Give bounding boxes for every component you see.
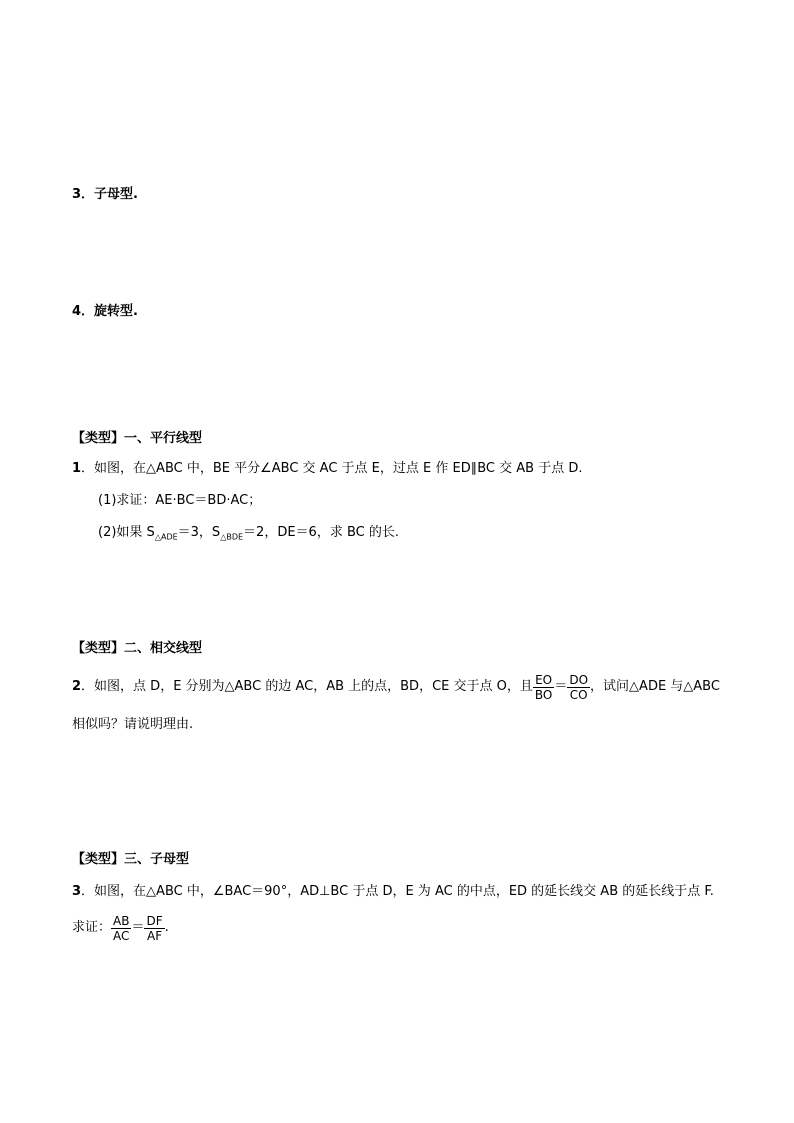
label-A: A	[211, 334, 221, 349]
label-A: A	[286, 225, 296, 240]
question-text: ．如图，在△ABC 中，BE 平分∠ABC 交 AC 于点 E，过点 E 作 ED∥BC 交 AB 于点 D.	[81, 461, 583, 476]
label-B: B	[100, 618, 107, 628]
label-B: B	[347, 394, 357, 409]
label-B: B	[278, 120, 288, 135]
label-Cp: C′	[323, 375, 337, 390]
label-Bp: B′	[307, 355, 321, 370]
label-C: C	[162, 390, 172, 405]
label-C: C	[196, 832, 203, 842]
label-A: A	[368, 101, 378, 116]
label-C: C	[287, 279, 297, 294]
equals: ＝	[131, 920, 145, 935]
label-C: C	[408, 157, 418, 172]
text-seg: (2)如果 S	[98, 525, 155, 540]
label-E: E	[387, 116, 397, 131]
label-D: D	[287, 155, 298, 170]
type-header-crossing: 【类型】二、相交线型	[72, 641, 203, 656]
type-header-zimu: 【类型】三、子母型	[72, 852, 190, 867]
label-A: A	[176, 736, 183, 746]
numerator: AB	[113, 913, 130, 928]
label-Cp: C′	[235, 374, 249, 389]
denominator: BO	[534, 687, 553, 702]
label-C: C	[168, 161, 178, 176]
label-O: O	[266, 136, 277, 151]
denominator: CO	[569, 687, 588, 702]
period: .	[164, 920, 169, 935]
label-E: E	[153, 761, 160, 771]
section-title-zimu: 3．子母型.	[72, 187, 138, 202]
label-C: C	[399, 394, 409, 409]
numerator: DO	[569, 672, 589, 687]
label-A: A	[327, 332, 337, 347]
label-Bp: B′	[194, 366, 208, 381]
subscript: △BDE	[220, 532, 244, 542]
text-seg: ＝2，DE＝6，求 BC 的长.	[243, 525, 399, 540]
label-E: E	[124, 123, 134, 138]
equals: ＝	[554, 679, 568, 694]
label-A: A	[156, 97, 166, 112]
label-D: D	[337, 148, 348, 163]
prove-label: 求证：	[72, 920, 112, 935]
label-B: B	[234, 279, 244, 294]
label-O: O	[169, 795, 176, 805]
question-1-part-2	[98, 524, 399, 547]
label-B: B	[100, 832, 107, 842]
question-number: 3	[72, 884, 82, 899]
label-B: B	[100, 161, 110, 176]
subscript: △ADE	[154, 532, 178, 542]
question-1-part-1: (1)求证：AE·BC＝BD·AC；	[98, 493, 262, 508]
question-text: ．如图，在△ABC 中，∠BAC＝90°，AD⊥BC 于点 D，E 为 AC 的中点，ED 的延长线交 AB 的延长线于点 F.	[81, 884, 714, 899]
label-C: C	[280, 393, 290, 408]
fraction-do-co	[567, 673, 590, 702]
label-B: B	[226, 393, 236, 408]
question-3	[72, 883, 714, 901]
question-number: 2	[72, 679, 82, 694]
numerator: DF	[146, 913, 163, 928]
numerator: EO	[533, 673, 554, 688]
fraction-df-af	[144, 914, 164, 943]
label-B: B	[366, 157, 376, 172]
question-text: ，试问△ADE 与△ABC	[590, 679, 720, 694]
label-D: D	[265, 237, 276, 252]
type-header-parallel: 【类型】一、平行线型	[72, 431, 203, 446]
text-seg: ＝3，S	[177, 525, 221, 540]
label-D: D	[141, 579, 148, 589]
question-number: 1	[72, 461, 82, 476]
label-C: C	[218, 618, 225, 628]
label-B: B	[88, 390, 98, 405]
section-title-rotation: 4．旋转型.	[72, 304, 138, 319]
label-Cp: C′	[136, 375, 150, 390]
question-2-line-2: 相似吗？请说明理由.	[72, 717, 194, 732]
denominator: AC	[113, 928, 130, 943]
denominator: AF	[147, 928, 163, 943]
label-B: B	[103, 279, 113, 294]
fraction-ab-ac	[111, 914, 131, 943]
label-D: D	[123, 237, 134, 252]
label-E: E	[210, 582, 217, 592]
label-D: D	[192, 781, 199, 791]
question-3-prove	[72, 910, 169, 946]
label-A: A	[193, 551, 200, 561]
label-C: C	[177, 279, 187, 294]
question-1	[72, 460, 583, 478]
fraction-eo-bo	[533, 673, 554, 702]
label-C: C	[227, 155, 237, 170]
label-A: A	[130, 332, 140, 347]
question-2	[72, 670, 720, 704]
label-Bp: B′	[87, 356, 101, 371]
label-D: D	[175, 140, 186, 155]
label-A: A	[156, 212, 166, 227]
question-text: ．如图，点 D，E 分别为△ABC 的边 AC，AB 上的点，BD，CE 交于点 O，且	[81, 679, 533, 694]
label-A: A	[228, 118, 238, 133]
